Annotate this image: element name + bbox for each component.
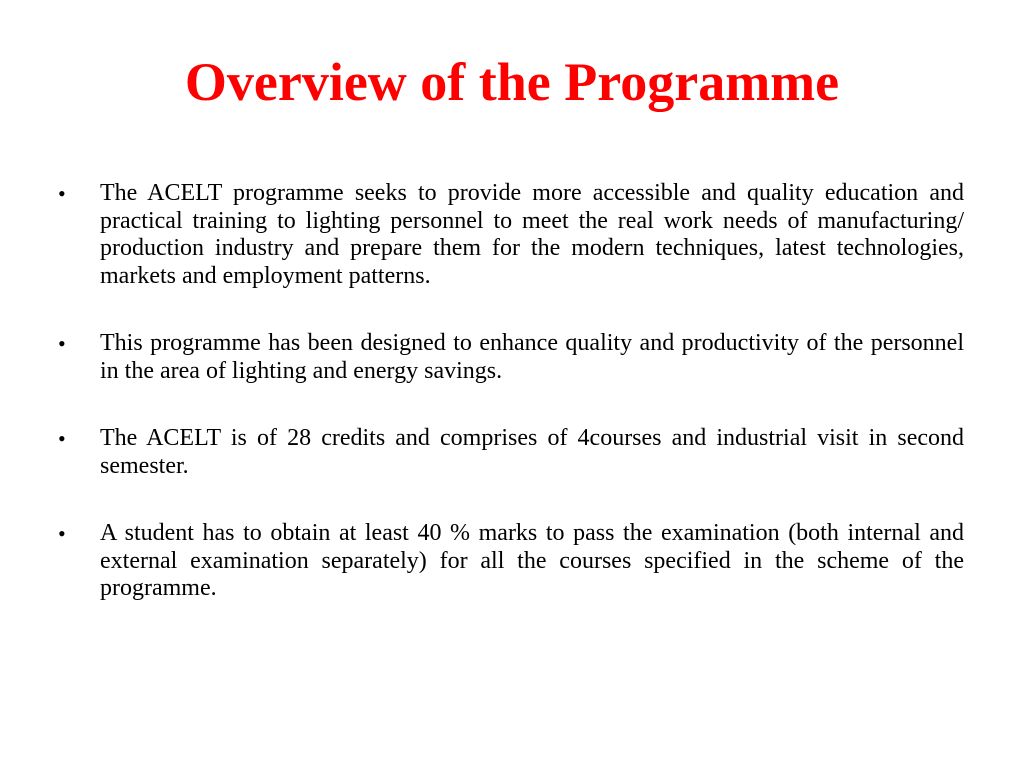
bullet-icon: • — [58, 521, 66, 546]
slide-title: Overview of the Programme — [184, 52, 840, 112]
bullet-text: This programme has been designed to enhance quality and productivity of the personnel in the area of lighting and energy savings. — [100, 330, 964, 384]
bullet-icon: • — [58, 426, 66, 451]
bullet-item — [56, 180, 964, 290]
bullet-item — [56, 425, 964, 480]
bullet-item — [56, 520, 964, 603]
bullet-list — [56, 180, 964, 603]
bullet-text: A student has to obtain at least 40 % marks to pass the examination (both internal and external examination separately) for all the courses specified in the scheme of the programme. — [100, 520, 964, 601]
bullet-icon: • — [58, 181, 66, 206]
bullet-icon: • — [58, 331, 66, 356]
bullet-text: The ACELT is of 28 credits and comprises of 4courses and industrial visit in second semester. — [100, 425, 964, 479]
bullet-text: The ACELT programme seeks to provide more accessible and quality education and practical training to lighting personnel to meet the real work needs of manufacturing/ production industry and prepare them for the modern techniques, latest technologies, markets and employment patterns. — [100, 180, 964, 289]
bullet-item — [56, 330, 964, 385]
